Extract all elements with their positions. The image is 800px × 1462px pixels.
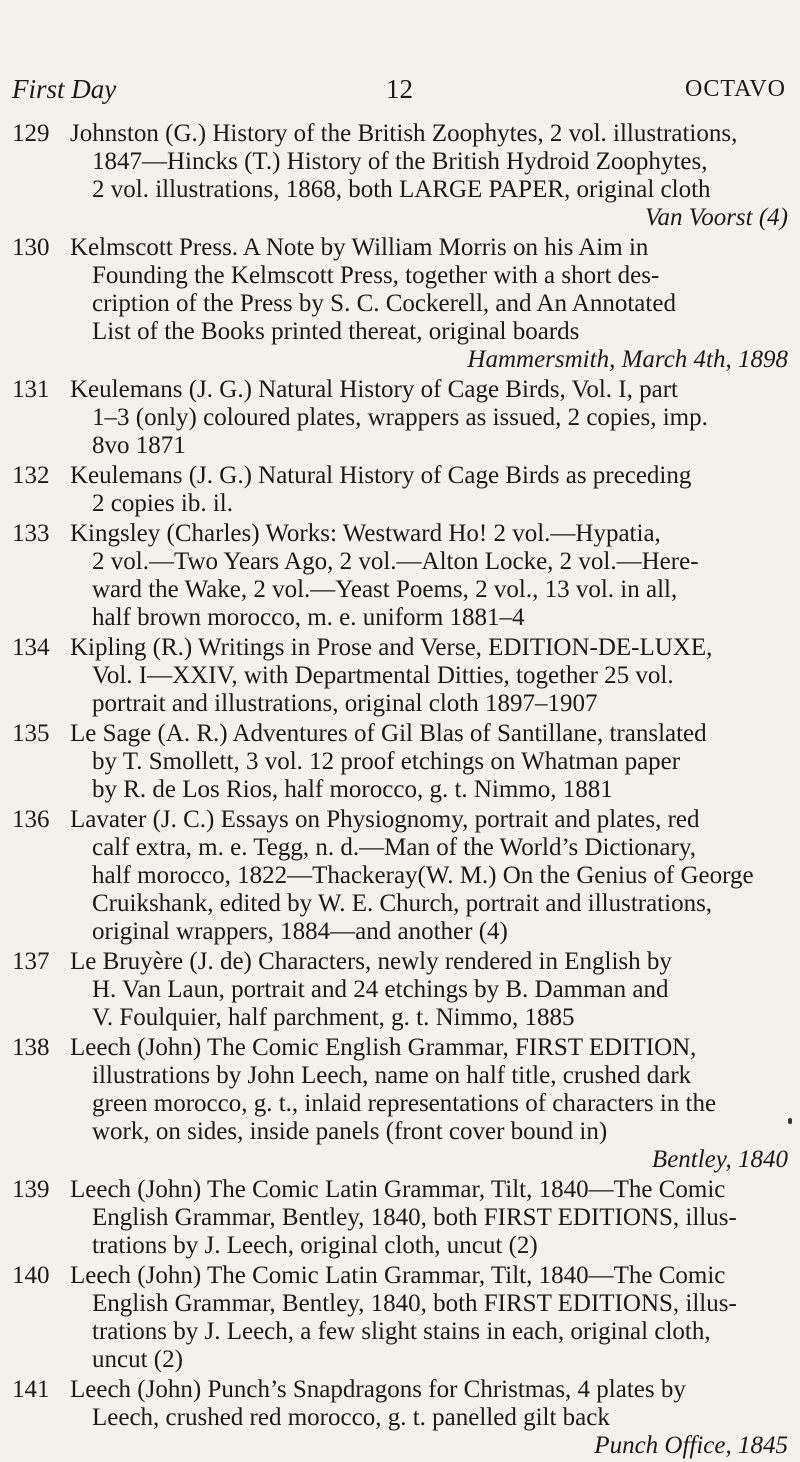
entry-line: Lavater (J. C.) Essays on Physiognomy, portrait and plates, red: [70, 806, 700, 833]
entry-line: Cruikshank, edited by W. E. Church, portrait and illustrations,: [92, 890, 713, 917]
lot-number: 141: [12, 1376, 50, 1403]
catalogue-entry: [12, 234, 788, 374]
entry-imprint: Hammersmith, March 4th, 1898: [467, 346, 788, 373]
lot-number: 140: [12, 1262, 50, 1289]
entry-line: half brown morocco, m. e. uniform 1881–4: [92, 604, 525, 631]
entry-line: Vol. I—XXIV, with Departmental Ditties, together 25 vol.: [92, 662, 674, 689]
lot-number: 132: [12, 462, 50, 489]
entry-line: 1–3 (only) coloured plates, wrappers as issued, 2 copies, imp.: [92, 404, 708, 431]
margin-mark: [788, 1118, 792, 1124]
catalogue-entry: [12, 634, 788, 718]
entry-line: by R. de Los Rios, half morocco, g. t. Nimmo, 1881: [92, 776, 613, 803]
entry-imprint: Bentley, 1840: [651, 1146, 788, 1173]
lot-number: 129: [12, 120, 50, 147]
entry-line: illustrations by John Leech, name on half title, crushed dark: [92, 1062, 692, 1089]
catalogue-entry: [12, 120, 788, 232]
entry-line: 8vo 1871: [92, 432, 186, 459]
catalogue-entry: [12, 1034, 788, 1174]
lot-number: 133: [12, 520, 50, 547]
catalogue-entry: [12, 720, 788, 804]
entry-line: 2 copies ib. il.: [92, 490, 233, 517]
entry-line: Le Bruyère (J. de) Characters, newly rendered in English by: [70, 948, 672, 975]
entry-line: Johnston (G.) History of the British Zoophytes, 2 vol. illustrations,: [70, 120, 738, 147]
entry-line: portrait and illustrations, original cloth 1897–1907: [92, 690, 598, 717]
entry-line: work, on sides, inside panels (front cover bound in): [92, 1118, 608, 1145]
entry-line: H. Van Laun, portrait and 24 etchings by B. Damman and: [92, 976, 669, 1003]
entry-line: Keulemans (J. G.) Natural History of Cage Birds, Vol. I, part: [70, 376, 678, 403]
catalogue-entry: [12, 1376, 788, 1460]
entry-line: List of the Books printed thereat, original boards: [92, 318, 580, 345]
entry-line: English Grammar, Bentley, 1840, both FIRST EDITIONS, illus-: [92, 1204, 737, 1231]
catalogue-entry: [12, 520, 788, 632]
entry-line: half morocco, 1822—Thackeray(W. M.) On the Genius of George: [92, 862, 754, 889]
entry-line: Founding the Kelmscott Press, together with a short des-: [92, 262, 660, 289]
catalogue-entry: [12, 948, 788, 1032]
entry-imprint: Van Voorst (4): [644, 204, 788, 231]
entry-imprint: Punch Office, 1845: [594, 1432, 788, 1459]
running-head-right: OCTAVO: [685, 76, 786, 102]
entry-line: Leech (John) The Comic English Grammar, FIRST EDITION,: [70, 1034, 697, 1061]
entry-line: Kelmscott Press. A Note by William Morris on his Aim in: [70, 234, 649, 261]
entry-line: by T. Smollett, 3 vol. 12 proof etchings on Whatman paper: [92, 748, 681, 775]
entry-line: V. Foulquier, half parchment, g. t. Nimmo, 1885: [92, 1004, 575, 1031]
entry-line: Leech (John) The Comic Latin Grammar, Tilt, 1840—The Comic: [70, 1176, 726, 1203]
lot-number: 130: [12, 234, 50, 261]
lot-number: 134: [12, 634, 50, 661]
lot-number: 138: [12, 1034, 50, 1061]
entry-line: 2 vol.—Two Years Ago, 2 vol.—Alton Locke, 2 vol.—Here-: [92, 548, 699, 575]
running-head-left: First Day: [12, 74, 117, 104]
catalogue-entry: [12, 1176, 788, 1260]
lot-number: 136: [12, 806, 50, 833]
entry-line: Le Sage (A. R.) Adventures of Gil Blas of Santillane, translated: [70, 720, 707, 747]
entry-line: Leech (John) Punch’s Snapdragons for Christmas, 4 plates by: [70, 1376, 686, 1403]
entry-line: calf extra, m. e. Tegg, n. d.—Man of the World’s Dictionary,: [92, 834, 696, 861]
lot-number: 131: [12, 376, 50, 403]
entry-line: uncut (2): [92, 1346, 183, 1373]
catalogue-entries: [12, 120, 788, 1462]
page-header: [12, 74, 786, 108]
catalogue-entry: [12, 1262, 788, 1374]
entry-line: trations by J. Leech, original cloth, uncut (2): [92, 1232, 538, 1259]
entry-line: Leech (John) The Comic Latin Grammar, Tilt, 1840—The Comic: [70, 1262, 726, 1289]
entry-line: ward the Wake, 2 vol.—Yeast Poems, 2 vol., 13 vol. in all,: [92, 576, 678, 603]
entry-line: Kipling (R.) Writings in Prose and Verse, EDITION-DE-LUXE,: [70, 634, 713, 661]
entry-line: English Grammar, Bentley, 1840, both FIRST EDITIONS, illus-: [92, 1290, 737, 1317]
entry-line: Keulemans (J. G.) Natural History of Cage Birds as preceding: [70, 462, 692, 489]
entry-line: Kingsley (Charles) Works: Westward Ho! 2 vol.—Hypatia,: [70, 520, 661, 547]
catalogue-entry: [12, 462, 788, 518]
lot-number: 135: [12, 720, 50, 747]
entry-line: 2 vol. illustrations, 1868, both LARGE PAPER, original cloth: [92, 176, 711, 203]
entry-line: original wrappers, 1884—and another (4): [92, 918, 508, 945]
entry-line: cription of the Press by S. C. Cockerell, and An Annotated: [92, 290, 676, 317]
entry-line: green morocco, g. t., inlaid representations of characters in the: [92, 1090, 717, 1117]
catalogue-entry: [12, 806, 788, 946]
lot-number: 137: [12, 948, 50, 975]
lot-number: 139: [12, 1176, 50, 1203]
entry-line: trations by J. Leech, a few slight stains in each, original cloth,: [92, 1318, 711, 1345]
page-number: 12: [386, 74, 413, 104]
entry-line: 1847—Hincks (T.) History of the British Hydroid Zoophytes,: [92, 148, 708, 175]
entry-line: Leech, crushed red morocco, g. t. panelled gilt back: [92, 1404, 610, 1431]
catalogue-entry: [12, 376, 788, 460]
